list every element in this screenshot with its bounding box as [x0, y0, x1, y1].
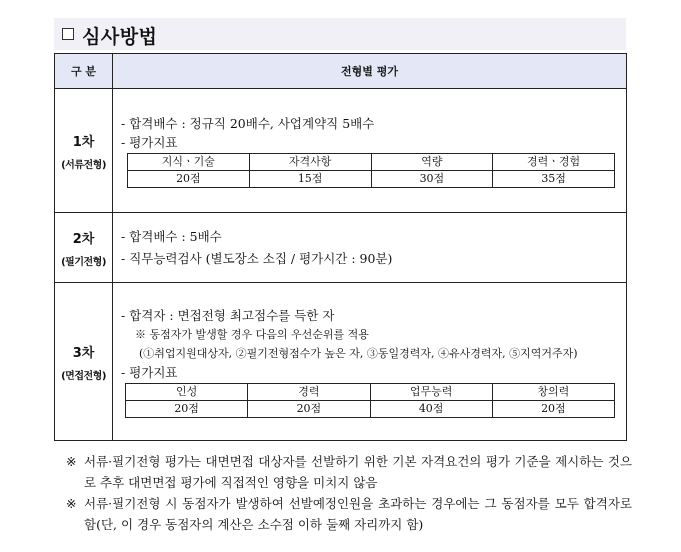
footnote — [66, 493, 632, 535]
checkbox-square-icon — [62, 28, 74, 40]
content-line: - 평가지표 — [121, 134, 178, 150]
stage-label: 1차 — [72, 134, 95, 150]
header-category: 구 분 — [55, 54, 113, 89]
footnotes — [66, 451, 632, 535]
content-line: - 합격배수 : 정규직 20배수, 사업계약직 5배수 — [121, 115, 375, 131]
table-header-row — [55, 54, 627, 89]
criteria-header-row — [128, 153, 615, 170]
criteria-header: 지식ㆍ기술 — [128, 153, 250, 170]
footnote-mark: ※ — [66, 496, 77, 511]
stage-label: 2차 — [72, 231, 95, 247]
footnote-text: 서류·필기전형 시 동점자가 발생하여 선발예정인원을 초과하는 경우에는 그 동점자를 모두 합격자로 함(단, 이 경우 동점자의 계산은 소수점 이하 둘째 자리까지 함) — [84, 496, 632, 532]
stage-sub-label: (면접전형) — [61, 370, 106, 382]
criteria-table — [125, 383, 615, 418]
criteria-header: 업무능력 — [370, 383, 492, 400]
evaluation-table — [54, 53, 627, 441]
table-row — [55, 89, 627, 213]
criteria-header: 역량 — [371, 153, 493, 170]
stage-cell — [55, 213, 113, 283]
tiebreak-note: ※ 동점자가 발생할 경우 다음의 우선순위를 적용 — [135, 327, 369, 341]
criteria-table — [127, 153, 615, 188]
criteria-value-row — [126, 400, 615, 417]
criteria-value: 20점 — [128, 170, 250, 187]
criteria-header-row — [126, 383, 615, 400]
criteria-value: 20점 — [248, 400, 370, 417]
criteria-value: 40점 — [370, 400, 492, 417]
footnote-mark: ※ — [66, 454, 77, 469]
content-line: - 직무능력검사 (별도장소 소집 / 평가시간 : 90분) — [121, 251, 393, 266]
criteria-value: 30점 — [371, 170, 493, 187]
content-line: - 합격배수 : 5배수 — [121, 229, 222, 244]
stage-label: 3차 — [72, 345, 95, 361]
stage-cell — [55, 283, 113, 441]
criteria-header: 창의력 — [492, 383, 614, 400]
stage-content — [113, 213, 627, 283]
criteria-value: 20점 — [126, 400, 248, 417]
criteria-header: 인성 — [126, 383, 248, 400]
content-line: - 합격자 : 면접전형 최고점수를 득한 자 — [121, 307, 335, 323]
table-row — [55, 283, 627, 441]
header-evaluation: 전형별 평가 — [113, 54, 627, 89]
section-title-bar — [54, 18, 626, 50]
footnote — [66, 451, 632, 493]
criteria-header: 경력 — [248, 383, 370, 400]
table-row — [55, 213, 627, 283]
stage-content — [113, 89, 627, 213]
footnote-text: 서류·필기전형 평가는 대면면접 대상자를 선발하기 위한 기본 자격요건의 평가 기준을 제시하는 것으로 추후 대면면접 평가에 직접적인 영향을 미치지 않음 — [84, 454, 632, 490]
criteria-header: 경력ㆍ경험 — [493, 153, 615, 170]
content-line: - 평가지표 — [121, 364, 178, 380]
criteria-value: 35점 — [493, 170, 615, 187]
section-title: 심사방법 — [82, 26, 158, 48]
stage-content — [113, 283, 627, 441]
criteria-value: 20점 — [492, 400, 614, 417]
stage-sub-label: (필기전형) — [61, 256, 106, 268]
stage-sub-label: (서류전형) — [61, 159, 106, 171]
criteria-header: 자격사항 — [249, 153, 371, 170]
stage-cell — [55, 89, 113, 213]
criteria-value: 15점 — [249, 170, 371, 187]
criteria-value-row — [128, 170, 615, 187]
tiebreak-priority: (①취업지원대상자, ②필기전형점수가 높은 자, ③동일경력자, ④유사경력자, ⑤지역거주자) — [139, 346, 578, 360]
